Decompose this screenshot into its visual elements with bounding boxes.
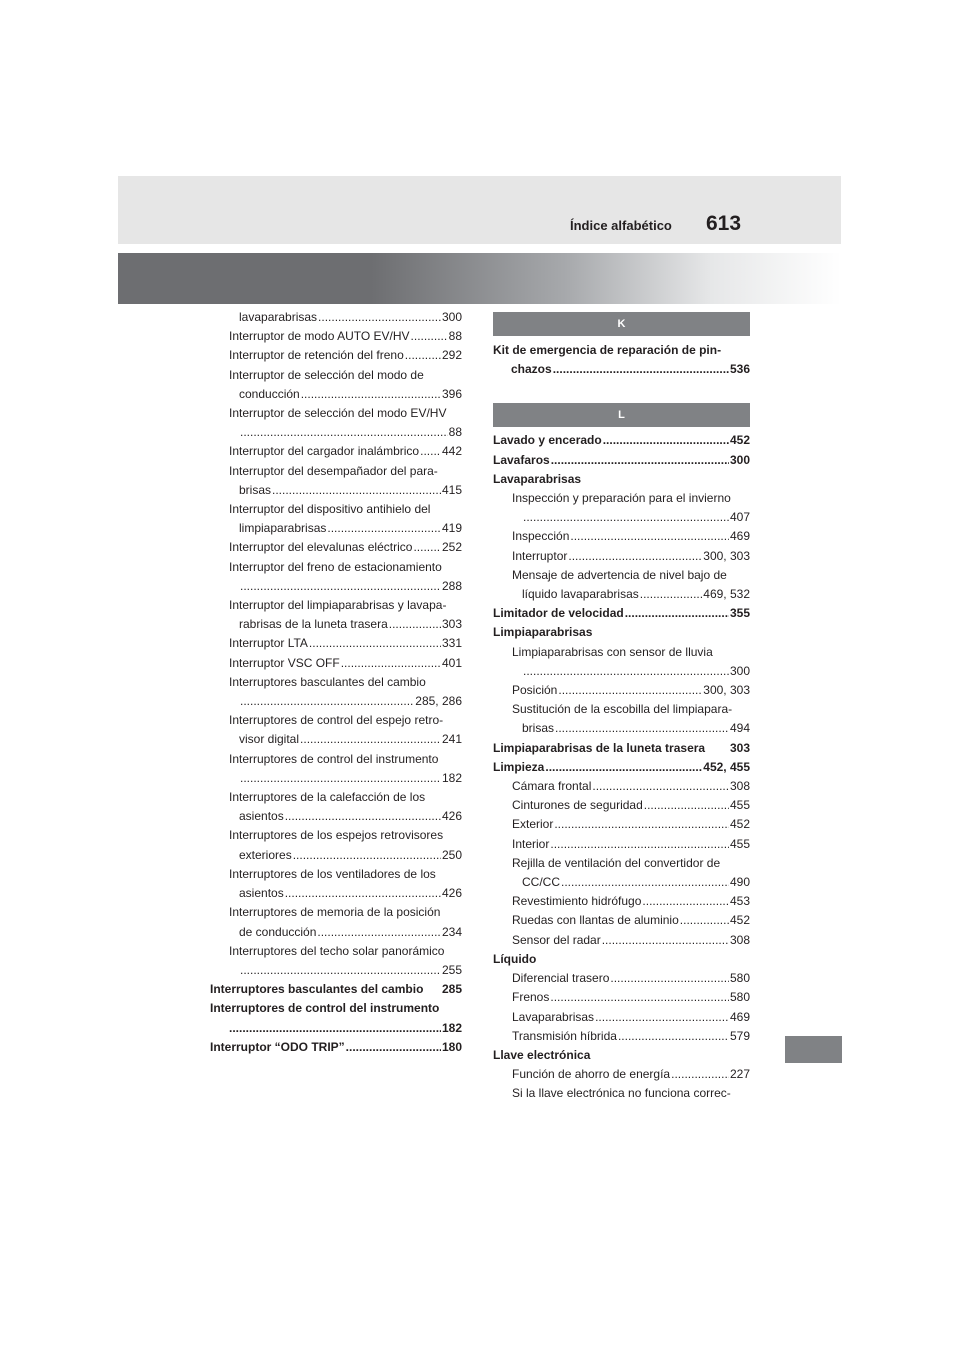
index-entry[interactable]: [493, 623, 750, 642]
entry-page-ref[interactable]: 452: [729, 913, 750, 928]
index-entry[interactable]: [493, 739, 750, 758]
index-entry[interactable]: [210, 826, 462, 845]
entry-text: Ruedas con llantas de aluminio: [512, 913, 679, 928]
index-entry[interactable]: [210, 423, 462, 442]
index-entry[interactable]: [493, 585, 750, 604]
entry-page-ref[interactable]: 401: [441, 655, 462, 670]
entry-text: Cámara frontal: [512, 779, 592, 794]
index-entry[interactable]: [210, 1038, 462, 1057]
entry-text: lavaparabrisas: [239, 310, 318, 324]
index-entry[interactable]: [210, 788, 462, 807]
dot-leader: [240, 692, 414, 711]
dot-leader: [420, 442, 441, 461]
entry-text: Interruptor del dispositivo antihielo del: [229, 502, 431, 517]
index-entry[interactable]: [210, 692, 462, 711]
entry-text: Lavafaros: [493, 452, 550, 467]
entry-text: Interruptor de retención del freno: [229, 348, 404, 363]
dot-leader: [229, 1019, 441, 1038]
index-entry[interactable]: [210, 327, 462, 346]
entry-page-ref[interactable]: 241: [441, 732, 462, 747]
index-entry[interactable]: [210, 903, 462, 922]
entry-page-ref[interactable]: 331: [441, 636, 462, 651]
entry-text: Interruptor VSC OFF: [229, 655, 340, 670]
entry-text: exteriores: [239, 847, 292, 862]
index-entry[interactable]: [210, 615, 462, 634]
entry-text: Interruptor de selección del modo EV/HV: [229, 406, 447, 421]
index-entry[interactable]: [493, 931, 750, 950]
index-entry[interactable]: [210, 942, 462, 961]
dot-leader: [680, 911, 729, 930]
dot-leader: [553, 360, 729, 379]
dot-leader: [555, 719, 729, 738]
dot-leader: [602, 931, 729, 950]
dot-leader: [558, 681, 702, 700]
index-entry[interactable]: [493, 1065, 750, 1084]
index-entry[interactable]: [210, 923, 462, 942]
entry-text: Lavaparabrisas: [512, 1009, 595, 1024]
dot-leader: [309, 634, 441, 653]
entry-page-ref[interactable]: 469, 532: [703, 587, 750, 602]
entry-text: Interruptores del techo solar panorámico: [229, 943, 445, 958]
entry-page-ref[interactable]: 303: [441, 617, 462, 632]
entry-text: Si la llave electrónica no funciona correc-: [512, 1086, 731, 1101]
index-entry[interactable]: [493, 527, 750, 546]
index-entry[interactable]: [210, 711, 462, 730]
index-entry[interactable]: [210, 404, 462, 423]
index-entry[interactable]: [493, 341, 750, 360]
entry-page-ref[interactable]: 452, 455: [703, 759, 750, 774]
index-entry[interactable]: [210, 807, 462, 826]
entry-page-ref[interactable]: 536: [729, 362, 750, 377]
entry-page-ref[interactable]: 469: [729, 1009, 750, 1024]
dot-leader: [346, 1038, 441, 1057]
dot-leader: [595, 1008, 729, 1027]
dot-leader: [327, 519, 441, 538]
index-entry[interactable]: [493, 681, 750, 700]
entry-page-ref[interactable]: 300: [441, 310, 462, 324]
letter-header-l: L: [493, 403, 750, 427]
entry-text: Limpieza: [493, 759, 545, 774]
entry-page-ref[interactable]: 234: [441, 924, 462, 939]
dot-leader: [625, 604, 729, 623]
dot-leader: [240, 769, 441, 788]
entry-text: Interruptores basculantes del cambio: [210, 982, 424, 997]
index-entry[interactable]: [493, 662, 750, 681]
entry-text: Inspección y preparación para el invierno: [512, 491, 731, 506]
index-entry[interactable]: [493, 854, 750, 873]
index-entry[interactable]: [210, 961, 462, 980]
index-entry[interactable]: [210, 769, 462, 788]
dot-leader: [411, 327, 448, 346]
index-entry[interactable]: [210, 1019, 462, 1038]
entry-text: Interruptor: [512, 548, 568, 563]
index-entry[interactable]: [493, 969, 750, 988]
entry-page-ref[interactable]: 580: [729, 990, 750, 1005]
entry-page-ref[interactable]: 453: [729, 894, 750, 909]
letter-l-entries: [493, 431, 750, 1103]
dot-leader: [551, 451, 729, 470]
index-entry[interactable]: [493, 1027, 750, 1046]
entry-text: Función de ahorro de energía: [512, 1067, 671, 1082]
entry-text: Llave electrónica: [493, 1047, 591, 1062]
entry-text: Interruptor del elevalunas eléctrico: [229, 540, 413, 555]
entry-text: Diferencial trasero: [512, 971, 610, 986]
index-entry[interactable]: [493, 796, 750, 815]
entry-text: Interruptores de los espejos retrovisores: [229, 828, 444, 843]
entry-page-ref[interactable]: 88: [448, 425, 462, 440]
entry-page-ref[interactable]: 452: [729, 817, 750, 832]
dot-leader: [240, 961, 441, 980]
entry-page-ref[interactable]: 490: [729, 875, 750, 890]
entry-text: Interruptor del freno de estacionamiento: [229, 559, 442, 574]
index-entry[interactable]: [210, 980, 462, 999]
index-entry[interactable]: [210, 730, 462, 749]
dot-leader: [640, 585, 703, 604]
dot-leader: [317, 923, 441, 942]
index-entry[interactable]: [493, 489, 750, 508]
index-entry[interactable]: [210, 538, 462, 557]
entry-text: Limpiaparabrisas de la luneta trasera: [493, 740, 706, 755]
index-entry[interactable]: [493, 470, 750, 489]
index-entry[interactable]: [493, 700, 750, 719]
dot-leader: [301, 385, 441, 404]
entry-page-ref[interactable]: 303: [729, 740, 750, 755]
entry-text: limpiaparabrisas: [239, 521, 327, 536]
entry-page-ref[interactable]: 300: [729, 452, 750, 467]
entry-text: Inspección: [512, 529, 570, 544]
entry-page-ref[interactable]: 292: [441, 348, 462, 363]
entry-text: brisas: [522, 721, 555, 736]
entry-page-ref[interactable]: 355: [729, 606, 750, 621]
index-entry[interactable]: [210, 750, 462, 769]
index-entry[interactable]: [210, 385, 462, 404]
entry-text: de conducción: [239, 924, 317, 939]
entry-text: Mensaje de advertencia de nivel bajo de: [512, 567, 727, 582]
entry-page-ref[interactable]: 407: [729, 510, 750, 525]
entry-text: Interruptor “ODO TRIP”: [210, 1039, 345, 1054]
entry-text: Interruptores basculantes del cambio: [229, 674, 426, 689]
entry-text: conducción: [239, 386, 300, 401]
entry-text: Exterior: [512, 817, 554, 832]
index-entry[interactable]: [493, 1084, 750, 1103]
dot-leader: [603, 431, 729, 450]
index-entry[interactable]: [210, 884, 462, 903]
dot-leader: [561, 873, 729, 892]
entry-page-ref[interactable]: 180: [441, 1039, 462, 1054]
dot-leader: [293, 846, 441, 865]
entry-page-ref[interactable]: 469: [729, 529, 750, 544]
index-entry[interactable]: [210, 346, 462, 365]
entry-page-ref[interactable]: 300, 303: [703, 683, 750, 698]
dot-leader: [389, 615, 441, 634]
index-entry[interactable]: [210, 596, 462, 615]
index-entry[interactable]: [210, 865, 462, 884]
entry-text: Cinturones de seguridad: [512, 798, 643, 813]
entry-text: Interruptores de memoria de la posición: [229, 905, 441, 920]
entry-text: Interruptores de los ventiladores de los: [229, 866, 436, 881]
entry-page-ref[interactable]: 580: [729, 971, 750, 986]
entry-text: Interruptores de control del instrumento: [229, 751, 439, 766]
index-entry[interactable]: [210, 366, 462, 385]
entry-text: Interruptores de control del instrumento: [210, 1001, 440, 1016]
index-column-left: [210, 308, 462, 1057]
index-entry[interactable]: [493, 1008, 750, 1027]
index-entry[interactable]: [493, 431, 750, 450]
entry-text: Interruptor de modo AUTO EV/HV: [229, 329, 410, 344]
dot-leader: [413, 538, 441, 557]
index-entry[interactable]: [493, 1046, 750, 1065]
dot-leader: [300, 730, 441, 749]
index-entry[interactable]: [210, 308, 462, 327]
index-entry[interactable]: [210, 577, 462, 596]
index-entry[interactable]: [210, 846, 462, 865]
entry-text: Limpiaparabrisas: [493, 625, 593, 640]
dot-leader: [592, 777, 729, 796]
entry-page-ref[interactable]: 288: [441, 578, 462, 593]
entry-text: Limitador de velocidad: [493, 606, 624, 621]
index-entry[interactable]: [210, 654, 462, 673]
index-entry[interactable]: [493, 360, 750, 379]
entry-text: Sensor del radar: [512, 932, 601, 947]
dot-leader: [523, 662, 729, 681]
entry-page-ref[interactable]: 415: [441, 482, 462, 497]
entry-text: brisas: [239, 482, 272, 497]
entry-text: Frenos: [512, 990, 550, 1005]
entry-text: visor digital: [239, 732, 300, 747]
entry-text: asientos: [239, 886, 284, 901]
index-entry[interactable]: [493, 547, 750, 566]
index-entry[interactable]: [210, 462, 462, 481]
entry-page-ref[interactable]: 452: [729, 433, 750, 448]
entry-text: Transmisión híbrida: [512, 1028, 617, 1043]
section-title: Índice alfabético: [570, 218, 672, 233]
entry-page-ref[interactable]: 308: [729, 779, 750, 794]
entry-page-ref[interactable]: 182: [441, 770, 462, 785]
dot-leader: [554, 815, 729, 834]
entry-text: Lavaparabrisas: [493, 471, 582, 486]
entry-text: Líquido: [493, 951, 537, 966]
index-entry[interactable]: [493, 988, 750, 1007]
letter-header-k: K: [493, 312, 750, 336]
dot-leader: [272, 481, 441, 500]
entry-page-ref[interactable]: 419: [441, 521, 462, 536]
entry-page-ref[interactable]: 494: [729, 721, 750, 736]
index-entry[interactable]: [493, 508, 750, 527]
entry-page-ref[interactable]: 426: [441, 886, 462, 901]
entry-text: Limpiaparabrisas con sensor de lluvia: [512, 644, 713, 659]
entry-text: CC/CC: [522, 875, 560, 890]
dot-leader: [568, 547, 702, 566]
dot-leader: [550, 835, 729, 854]
index-entry[interactable]: [210, 519, 462, 538]
index-entry[interactable]: [493, 777, 750, 796]
index-entry[interactable]: [493, 815, 750, 834]
entry-text: Revestimiento hidrófugo: [512, 894, 642, 909]
thumb-index-tab[interactable]: [785, 1036, 842, 1063]
dot-leader: [618, 1027, 729, 1046]
index-entry[interactable]: [493, 758, 750, 777]
dot-leader: [642, 892, 729, 911]
index-entry[interactable]: [210, 442, 462, 461]
entry-page-ref[interactable]: 255: [441, 962, 462, 977]
entry-page-ref[interactable]: 285: [441, 982, 462, 997]
entry-text: asientos: [239, 809, 284, 824]
entry-text: Interruptor de selección del modo de: [229, 367, 424, 382]
index-entry[interactable]: [493, 892, 750, 911]
entry-page-ref[interactable]: 182: [441, 1020, 462, 1035]
entry-page-ref[interactable]: 250: [441, 847, 462, 862]
entry-text: Kit de emergencia de reparación de pin-: [493, 343, 722, 357]
dot-leader: [545, 758, 702, 777]
entry-text: Rejilla de ventilación del convertidor de: [512, 855, 721, 870]
dot-leader: [671, 1065, 729, 1084]
entry-text: Posición: [512, 683, 558, 698]
entry-page-ref[interactable]: 455: [729, 836, 750, 851]
index-entry[interactable]: [493, 643, 750, 662]
entry-page-ref[interactable]: 442: [441, 444, 462, 459]
index-column-right: [493, 308, 750, 1104]
index-entry[interactable]: [210, 500, 462, 519]
letter-k-entries: [493, 341, 750, 379]
dot-leader: [570, 527, 729, 546]
index-entry[interactable]: [210, 481, 462, 500]
entry-text: rabrisas de la luneta trasera: [239, 617, 388, 632]
entry-page-ref[interactable]: 300: [729, 663, 750, 678]
entry-page-ref[interactable]: 252: [441, 540, 462, 555]
entry-text: Sustitución de la escobilla del limpiapara-: [512, 702, 733, 717]
entry-text: Interruptor del limpiaparabrisas y lavapa-: [229, 598, 447, 613]
index-entry[interactable]: [210, 999, 462, 1018]
dot-leader: [285, 807, 441, 826]
index-entry[interactable]: [493, 451, 750, 470]
dot-leader: [240, 577, 441, 596]
entry-page-ref[interactable]: 300, 303: [703, 548, 750, 563]
dot-leader: [610, 969, 729, 988]
entry-text: Lavado y encerado: [493, 433, 602, 448]
entry-text: Interruptor LTA: [229, 636, 308, 651]
dot-leader: [285, 884, 441, 903]
entry-page-ref[interactable]: 227: [729, 1067, 750, 1082]
index-entry[interactable]: [210, 634, 462, 653]
dot-leader: [550, 988, 729, 1007]
entry-page-ref[interactable]: 426: [441, 809, 462, 824]
entry-page-ref[interactable]: 285, 286: [415, 694, 462, 709]
dot-leader: [644, 796, 729, 815]
entry-text: Interruptores de control del espejo retro-: [229, 713, 444, 728]
page-number: 613: [706, 212, 742, 235]
entry-page-ref[interactable]: 308: [729, 932, 750, 947]
index-entry[interactable]: [493, 566, 750, 585]
entry-text: Interior: [512, 836, 550, 851]
index-entry[interactable]: [493, 950, 750, 969]
index-entry[interactable]: [210, 558, 462, 577]
index-entry[interactable]: [493, 911, 750, 930]
entry-text: líquido lavaparabrisas: [522, 587, 639, 602]
dot-leader: [341, 654, 441, 673]
entry-text: chazos: [511, 362, 552, 377]
index-entry[interactable]: [493, 719, 750, 738]
index-entry[interactable]: [493, 604, 750, 623]
entry-page-ref[interactable]: 579: [729, 1028, 750, 1043]
entry-text: Interruptor del desempañador del para-: [229, 463, 438, 478]
gradient-band: [118, 253, 841, 304]
entry-page-ref[interactable]: 455: [729, 798, 750, 813]
entry-page-ref[interactable]: 396: [441, 386, 462, 401]
dot-leader: [318, 308, 441, 327]
index-entry[interactable]: [493, 835, 750, 854]
index-entry[interactable]: [493, 873, 750, 892]
entry-text: Interruptores de la calefacción de los: [229, 790, 426, 805]
dot-leader: [405, 346, 441, 365]
dot-leader: [240, 423, 448, 442]
entry-page-ref[interactable]: 88: [448, 329, 462, 344]
entry-text: Interruptor del cargador inalámbrico: [229, 444, 420, 459]
dot-leader: [523, 508, 729, 527]
index-entry[interactable]: [210, 673, 462, 692]
